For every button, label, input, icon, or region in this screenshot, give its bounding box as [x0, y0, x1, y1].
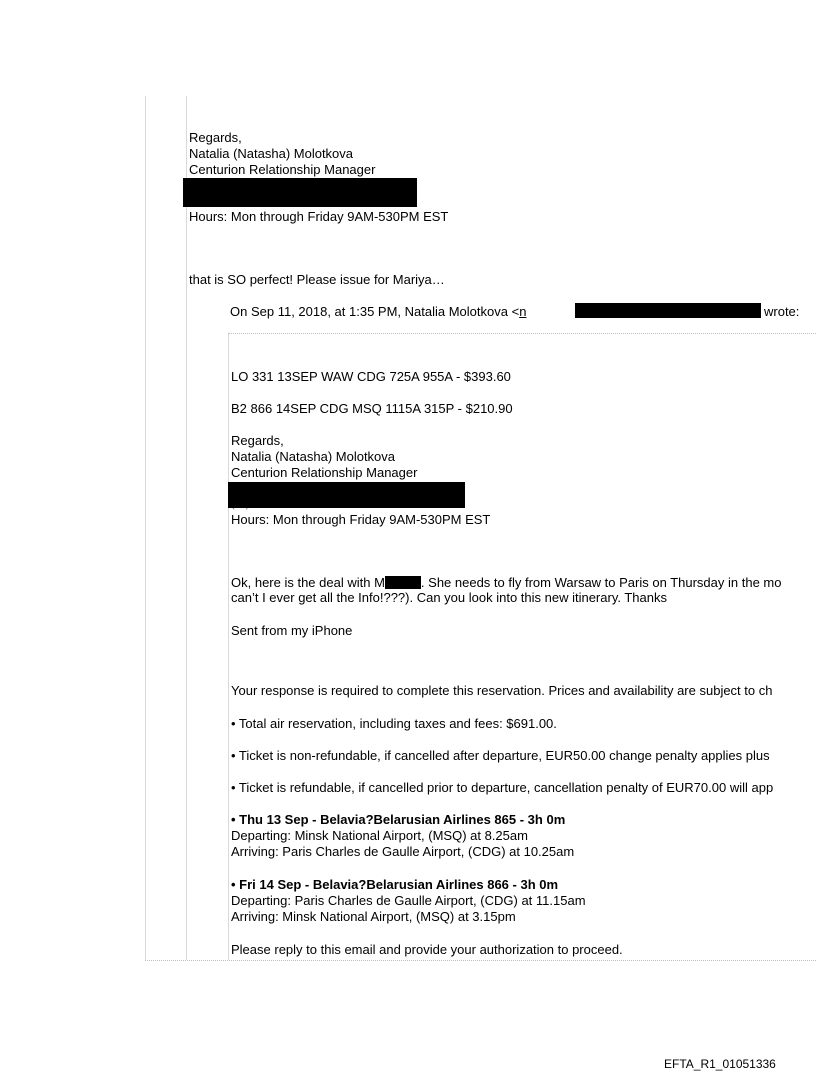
redaction-box	[575, 303, 761, 318]
bullet-item: • Ticket is non-refundable, if cancelled after departure, EUR50.00 change penalty applies plus	[231, 748, 770, 763]
bullet-item: • Total air reservation, including taxes and fees: $691.00.	[231, 716, 557, 731]
signature-name: Natalia (Natasha) Molotkova	[231, 449, 396, 464]
quote-header-prefix: On Sep 11, 2018, at 1:35 PM, Natalia Molotkova <	[230, 304, 520, 319]
redaction-box	[183, 178, 417, 207]
redaction-box	[385, 576, 421, 589]
segment-departing: Departing: Minsk National Airport, (MSQ) at 8.25am	[231, 828, 528, 843]
signature-name: Natalia (Natasha) Molotkova	[189, 146, 354, 161]
deal-message-start: Ok, here is the deal with	[231, 575, 375, 590]
bullet-item: • Ticket is refundable, if cancelled prior to departure, cancellation penalty of EUR70.00 will app	[231, 780, 774, 795]
segment-departing: Departing: Paris Charles de Gaulle Airport, (CDG) at 11.15am	[231, 893, 586, 908]
response-notice: Your response is required to complete this reservation. Prices and availability are subject to ch	[231, 683, 773, 698]
outer-left-border	[145, 96, 146, 960]
signature-hours: Hours: Mon through Friday 9AM-530PM EST	[231, 512, 491, 527]
email-link[interactable]: n	[519, 304, 527, 319]
segment-arriving: Arriving: Paris Charles de Gaulle Airport, (CDG) at 10.25am	[231, 844, 575, 859]
deal-message-line1	[231, 575, 781, 590]
inner-quote-top-border	[228, 333, 816, 334]
signature-title: Centurion Relationship Manager	[231, 465, 418, 480]
deal-message-line2: can’t I ever get all the Info!???). Can you look into this new itinerary. Thanks	[231, 590, 667, 605]
document-id: EFTA_R1_01051336	[664, 1057, 776, 1071]
outer-bottom-border	[145, 960, 816, 961]
closing-line: Please reply to this email and provide your authorization to proceed.	[231, 942, 623, 957]
inner-quote-left-border	[228, 333, 229, 960]
sent-from: Sent from my iPhone	[231, 623, 353, 638]
segment-heading: • Thu 13 Sep - Belavia?Belarusian Airlines 865 - 3h 0m	[231, 812, 566, 827]
flight-line: B2 866 14SEP CDG MSQ 1115A 315P - $210.90	[231, 401, 513, 416]
quote-left-border	[186, 96, 187, 960]
flight-line: LO 331 13SEP WAW CDG 725A 955A - $393.60	[231, 369, 511, 384]
signature-hours: Hours: Mon through Friday 9AM-530PM EST	[189, 209, 449, 224]
quote-header-wrote: wrote:	[764, 304, 800, 319]
segment-arriving: Arriving: Minsk National Airport, (MSQ) at 3.15pm	[231, 909, 516, 924]
redaction-box	[228, 482, 465, 508]
signature-title: Centurion Relationship Manager	[189, 162, 376, 177]
segment-heading: • Fri 14 Sep - Belavia?Belarusian Airlines 866 - 3h 0m	[231, 877, 559, 892]
quote-header	[230, 304, 526, 319]
signature-regards: Regards,	[189, 130, 242, 145]
deal-message-rest: . She needs to fly from Warsaw to Paris on Thursday in the mo	[420, 575, 782, 590]
reply-text: that is SO perfect! Please issue for Mariya…	[189, 272, 445, 287]
deal-message-name-start: M	[374, 575, 385, 590]
signature-regards: Regards,	[231, 433, 284, 448]
